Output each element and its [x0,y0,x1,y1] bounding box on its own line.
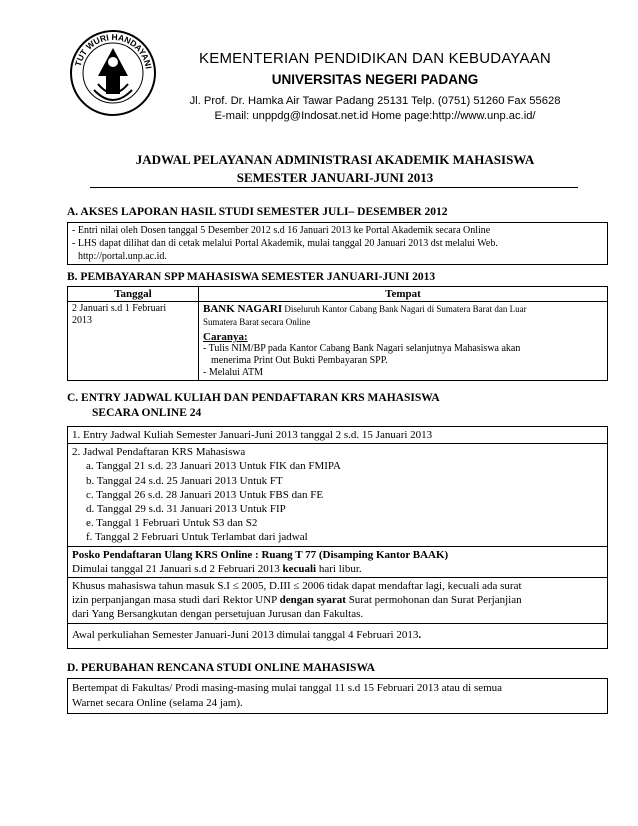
section-a-box [67,222,608,265]
special-rule-1: Khusus mahasiswa tahun masuk S.I ≤ 2005, D.III ≤ 2006 tidak dapat mendaftar lagi, kecuali ada surat [72,580,522,593]
section-c-heading-2: SECARA ONLINE 24 [92,407,202,419]
section-b-table [67,286,608,381]
krs-schedule-d: d. Tanggal 29 s.d. 31 Januari 2013 Untuk FIP [86,503,286,516]
special-rule-2a: izin perpanjangan masa studi dari Rektor UNP [72,594,280,607]
method-2: - Melalui ATM [203,367,263,378]
lecture-start-cell [68,623,608,648]
lecture-start-dot: . [418,628,422,641]
posko-holiday: hari libur. [316,562,362,575]
method-1b: menerima Print Out Bukti Pembayaran SPP. [211,355,388,366]
krs-schedule-title: 2. Jadwal Pendaftaran KRS Mahasiswa [72,446,246,459]
payment-date-line-2: 2013 [72,315,92,326]
col-tanggal: Tanggal [68,287,199,302]
bank-name: BANK NAGARI [203,303,283,315]
payment-date-line-1: 2 Januari s.d 1 Februari [72,303,167,314]
section-b-heading: B. PEMBAYARAN SPP MAHASISWA SEMESTER JANUARI-JUNI 2013 [67,271,436,283]
bank-desc-2: Sumatera Barat secara Online [203,317,311,327]
section-a-portal-link: http://portal.unp.ac.id. [78,251,167,262]
section-a-line-1: - Entri nilai oleh Dosen tanggal 5 Desember 2012 s.d 16 Januari 2013 ke Portal Akademik secara Online [72,225,491,236]
section-c-table [67,426,608,649]
university-address: Jl. Prof. Dr. Hamka Air Tawar Padang 25131 Telp. (0751) 51260 Fax 55628 [189,95,561,107]
document-subtitle: SEMESTER JANUARI-JUNI 2013 [236,170,434,185]
posko-except: kecuali [282,562,317,575]
col-tempat: Tempat [199,287,608,302]
payment-place-cell [199,302,608,381]
method-1: - Tulis NIM/BP pada Kantor Cabang Bank Nagari selanjutnya Mahasiswa akan [203,343,521,354]
lecture-start: Awal perkuliahan Semester Januari-Juni 2013 dimulai tanggal 4 Februari 2013 [72,628,419,641]
posko-cell [68,546,608,577]
krs-schedule-f: f. Tanggal 2 Februari Untuk Terlambat dari jadwal [86,531,308,544]
title-divider [90,187,578,188]
bank-desc: Diseluruh Kantor Cabang Bank Nagari di Sumatera Barat dan Luar [282,304,527,314]
payment-date-cell [68,302,199,381]
university-contact: E-mail: unppdg@Indosat.net.id Home page:http://www.unp.ac.id/ [214,110,536,122]
tut-wuri-handayani-logo [68,28,158,118]
krs-schedule-e: e. Tanggal 1 Februari Untuk S3 dan S2 [86,517,258,530]
special-rule-cell [68,578,608,624]
university-name: UNIVERSITAS NEGERI PADANG [271,72,479,87]
posko-dates [72,562,603,576]
krs-schedule-a: a. Tanggal 21 s.d. 23 Januari 2013 Untuk FIK dan FMIPA [86,460,341,473]
method-label: Caranya: [203,331,248,343]
svg-text:TUT WURI HANDAYANI: TUT WURI HANDAYANI [72,31,154,70]
krs-schedule-c: c. Tanggal 26 s.d. 28 Januari 2013 Untuk FBS dan FE [86,488,324,501]
section-d-box [67,678,608,714]
krs-schedule-cell [68,444,608,546]
section-d-line-1: Bertempat di Fakultas/ Prodi masing-masing mulai tanggal 11 s.d 15 Februari 2013 atau di semua [72,682,503,694]
section-d-heading: D. PERUBAHAN RENCANA STUDI ONLINE MAHASISWA [67,662,375,674]
entry-schedule-item: 1. Entry Jadwal Kuliah Semester Januari-Juni 2013 tanggal 2 s.d. 15 Januari 2013 [68,427,608,444]
special-rule-3: dari Yang Bersangkutan dengan persetujuan Jurusan dan Fakultas. [72,608,364,621]
special-rule-2c: Surat permohonan dan Surat Perjanjian [345,594,522,607]
section-c-heading: C. ENTRY JADWAL KULIAH DAN PENDAFTARAN KRS MAHASISWA [67,392,440,404]
posko-title: Posko Pendaftaran Ulang KRS Online : Ruang T 77 (Disamping Kantor BAAK) [72,548,449,561]
krs-schedule-b: b. Tanggal 24 s.d. 25 Januari 2013 Untuk FT [86,474,283,487]
section-d-line-2: Warnet secara Online (selama 24 jam). [72,697,243,709]
special-rule-2 [72,593,603,607]
document-title: JADWAL PELAYANAN ADMINISTRASI AKADEMIK MAHASISWA [135,152,535,167]
section-a-line-2: - LHS dapat dilihat dan di cetak melalui Portal Akademik, mulai tanggal 20 Januari 2013 dst melalui Web. [72,238,498,249]
section-a-heading: A. AKSES LAPORAN HASIL STUDI SEMESTER JULI– DESEMBER 2012 [67,206,448,218]
posko-date-text: Dimulai tanggal 21 Januari s.d 2 Februari 2013 [72,562,283,575]
ministry-name: KEMENTERIAN PENDIDIKAN DAN KEBUDAYAAN [199,50,551,67]
special-rule-condition: dengan syarat [279,594,346,607]
